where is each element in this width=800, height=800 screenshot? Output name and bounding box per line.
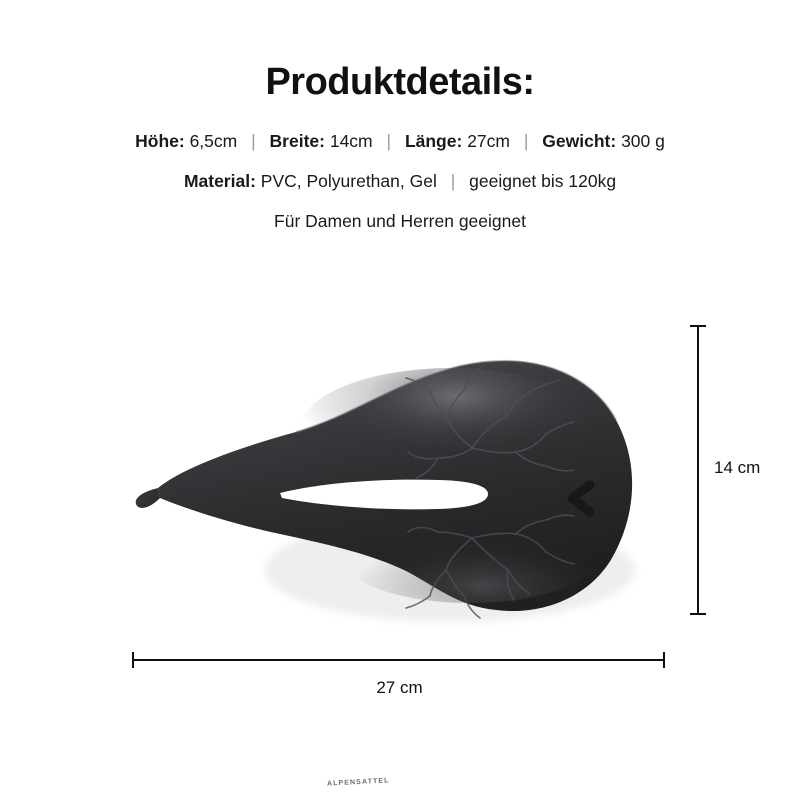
brand-imprint: ALPENSATTEL xyxy=(326,777,390,788)
spec-laenge-label: Länge: xyxy=(404,130,463,151)
spec-max-weight xyxy=(469,171,616,191)
spec-line-primary xyxy=(0,128,800,154)
saddle-illustration xyxy=(120,320,660,640)
height-dimension-line xyxy=(697,325,699,615)
spec-breite-label: Breite: xyxy=(269,130,325,151)
spec-max-weight-value: geeignet bis 120kg xyxy=(469,171,617,192)
spec-material xyxy=(184,171,442,191)
page-title: Produktdetails: xyxy=(265,61,535,103)
spec-hoehe-label: Höhe: xyxy=(135,130,185,151)
spec-laenge xyxy=(405,131,515,151)
product-image-area xyxy=(0,300,800,788)
spec-gewicht-label: Gewicht: xyxy=(542,130,617,151)
width-dimension-line xyxy=(132,659,665,661)
spec-material-value: PVC, Polyurethan, Gel xyxy=(260,171,437,192)
spec-material-label: Material: xyxy=(183,171,256,192)
width-dimension-label xyxy=(0,678,800,698)
spec-separator: | xyxy=(523,130,529,151)
spec-hoehe-value: 6,5cm xyxy=(189,130,238,151)
spec-gewicht xyxy=(542,131,665,151)
spec-laenge-value: 27cm xyxy=(467,130,510,151)
spec-gewicht-value: 300 g xyxy=(621,130,665,151)
header xyxy=(0,62,800,235)
spec-line-material xyxy=(0,168,800,194)
spec-line-unisex: Für Damen und Herren geeignet xyxy=(274,211,526,232)
spec-separator: | xyxy=(386,130,392,151)
spec-breite-value: 14cm xyxy=(329,130,373,151)
spec-breite xyxy=(270,131,378,151)
spec-separator: | xyxy=(251,130,256,151)
spec-hoehe xyxy=(135,131,242,151)
width-dimension-value: 27 cm xyxy=(376,678,423,697)
spec-separator: | xyxy=(450,171,456,192)
height-dimension-label: 14 cm xyxy=(714,458,761,477)
